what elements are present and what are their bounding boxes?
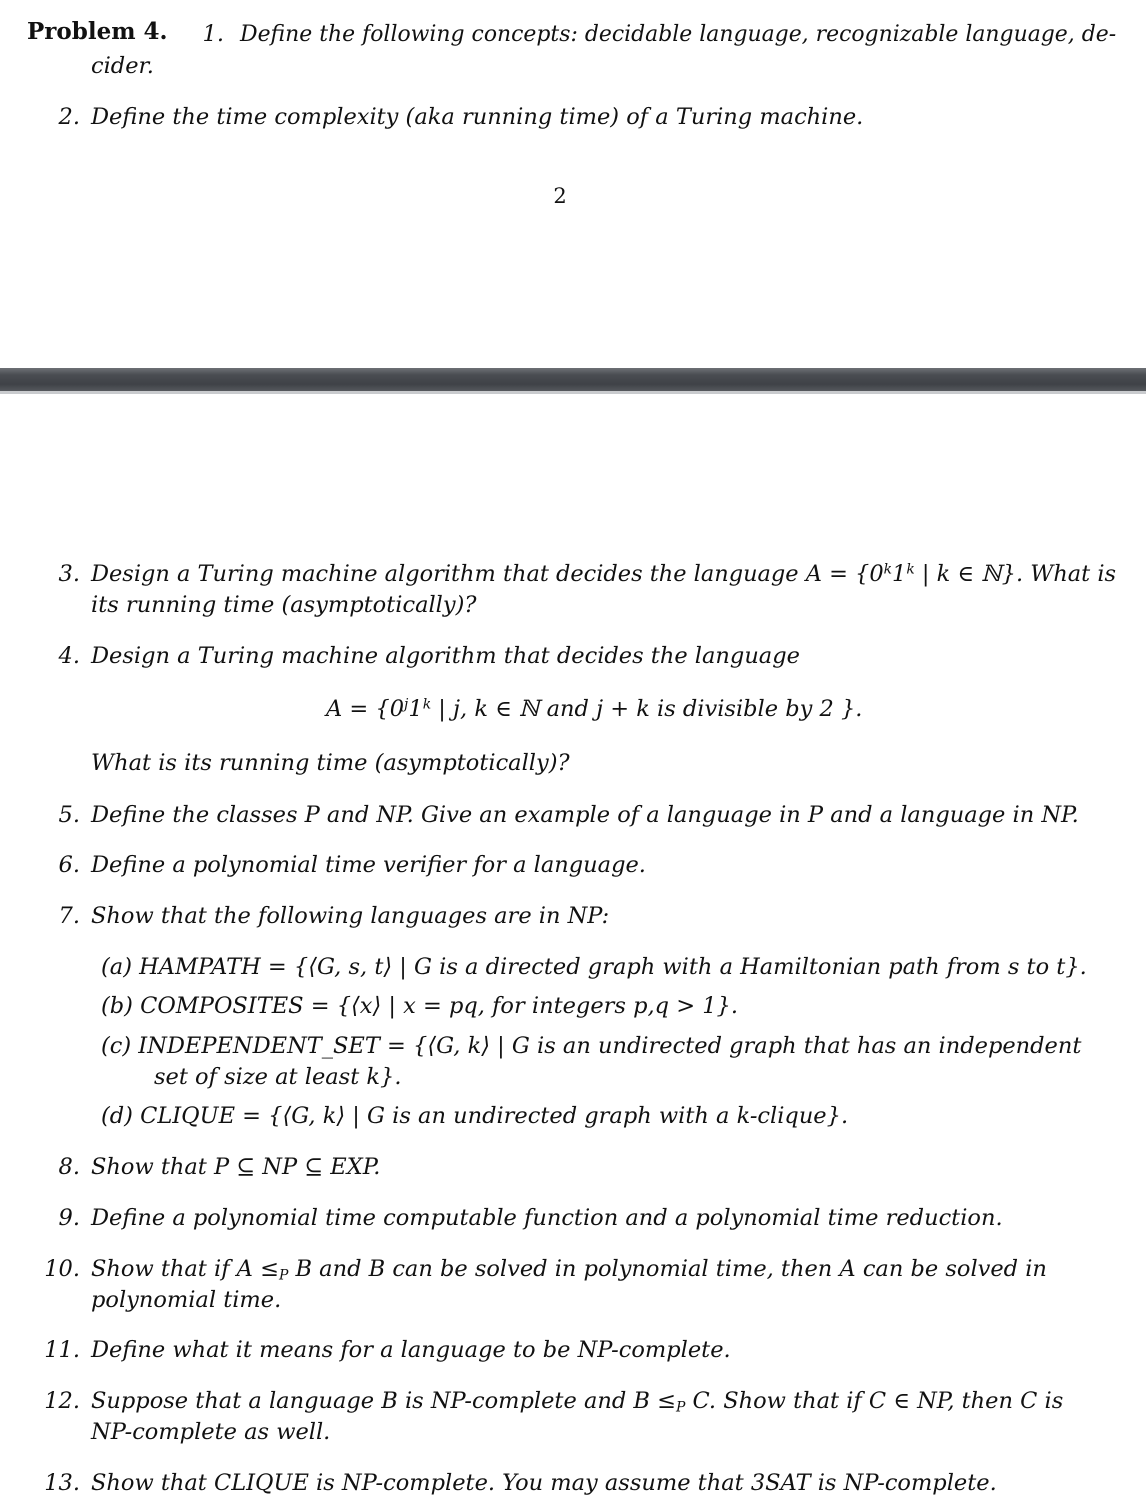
item-3-text-line-1: [91, 563, 1116, 586]
item-12-text-end: C. Show that if C ∈ NP, then C is: [685, 1388, 1064, 1414]
item-4-formula: [326, 698, 862, 721]
item-10-text-end: B and B can be solved in polynomial time, then A can be solved in: [288, 1256, 1047, 1282]
item-number-12: 12.: [44, 1388, 80, 1414]
item-7d-text: (d) CLIQUE = {⟨G, k⟩ | G is an undirected graph with a k-clique}.: [101, 1103, 849, 1129]
item-10-text-line-2: polynomial time.: [91, 1287, 282, 1313]
item-7b-text: (b) COMPOSITES = {⟨x⟩ | x = pq, for integers p,q > 1}.: [101, 993, 738, 1019]
item-4-text-line-1: Design a Turing machine algorithm that decides the language: [91, 643, 800, 669]
item-number-10: 10.: [44, 1256, 80, 1282]
item-3-text-end: | k ∈ ℕ}. What is: [914, 561, 1117, 587]
item-4-exponent-2: k: [422, 696, 432, 713]
item-number-6: 6.: [58, 852, 80, 878]
item-4-formula-mid: 1: [408, 696, 423, 722]
item-number-9: 9.: [58, 1205, 80, 1231]
item-number-7: 7.: [58, 903, 80, 929]
item-5-text: Define the classes P and NP. Give an example of a language in P and a language in NP.: [91, 802, 1079, 828]
item-number-11: 11.: [44, 1337, 80, 1363]
page-number: 2: [553, 184, 567, 208]
item-7a-text: (a) HAMPATH = {⟨G, s, t⟩ | G is a directed graph with a Hamiltonian path from s to t}.: [101, 954, 1087, 980]
item-number-2: 2.: [58, 104, 80, 130]
item-4-formula-start: A = {0: [326, 696, 405, 722]
item-3-exponent-1: k: [883, 561, 893, 578]
item-1-text-line-2: cider.: [91, 53, 154, 79]
item-4-exponent-1: j: [404, 696, 409, 713]
item-10-subscript: P: [278, 1267, 289, 1284]
item-12-text-start: Suppose that a language B is NP-complete and B ≤: [91, 1388, 676, 1414]
item-4-formula-end: | j, k ∈ ℕ and j + k is divisible by 2 }.: [431, 696, 863, 722]
item-number-3: 3.: [58, 561, 80, 587]
item-12-subscript: P: [675, 1399, 686, 1416]
item-number-5: 5.: [58, 802, 80, 828]
problem-title: Problem 4.: [27, 18, 168, 45]
item-number-1: 1.: [202, 21, 224, 47]
item-7c-text-line-1: (c) INDEPENDENT_SET = {⟨G, k⟩ | G is an undirected graph that has an independent: [101, 1033, 1082, 1059]
item-6-text: Define a polynomial time verifier for a language.: [91, 852, 646, 878]
item-10-text-line-1: [91, 1256, 1047, 1284]
item-3-text-line-2: its running time (asymptotically)?: [91, 592, 477, 618]
item-1-text-line-1: Define the following concepts: decidable language, recognizable language, de-: [240, 21, 1117, 47]
item-2-text: Define the time complexity (aka running time) of a Turing machine.: [91, 104, 864, 130]
item-10-text-start: Show that if A ≤: [91, 1256, 279, 1282]
item-9-text: Define a polynomial time computable function and a polynomial time reduction.: [91, 1205, 1003, 1231]
item-3-text-mid: 1: [892, 561, 907, 587]
item-7c-text-line-2: set of size at least k}.: [154, 1064, 402, 1090]
item-number-13: 13.: [44, 1470, 80, 1496]
item-number-4: 4.: [58, 643, 80, 669]
item-8-text: Show that P ⊆ NP ⊆ EXP.: [91, 1154, 381, 1180]
page-divider: [0, 368, 1146, 391]
item-4-text-line-2: What is its running time (asymptotically)?: [91, 750, 570, 776]
item-13-text: Show that CLIQUE is NP-complete. You may assume that 3SAT is NP-complete.: [91, 1470, 997, 1496]
item-7-text: Show that the following languages are in NP:: [91, 903, 610, 929]
item-12-text-line-2: NP-complete as well.: [91, 1419, 331, 1445]
item-number-8: 8.: [58, 1154, 80, 1180]
item-3-text-start: Design a Turing machine algorithm that decides the language A = {0: [91, 561, 884, 587]
item-11-text: Define what it means for a language to be NP-complete.: [91, 1337, 731, 1363]
item-12-text-line-1: [91, 1388, 1064, 1416]
item-3-exponent-2: k: [906, 561, 915, 578]
